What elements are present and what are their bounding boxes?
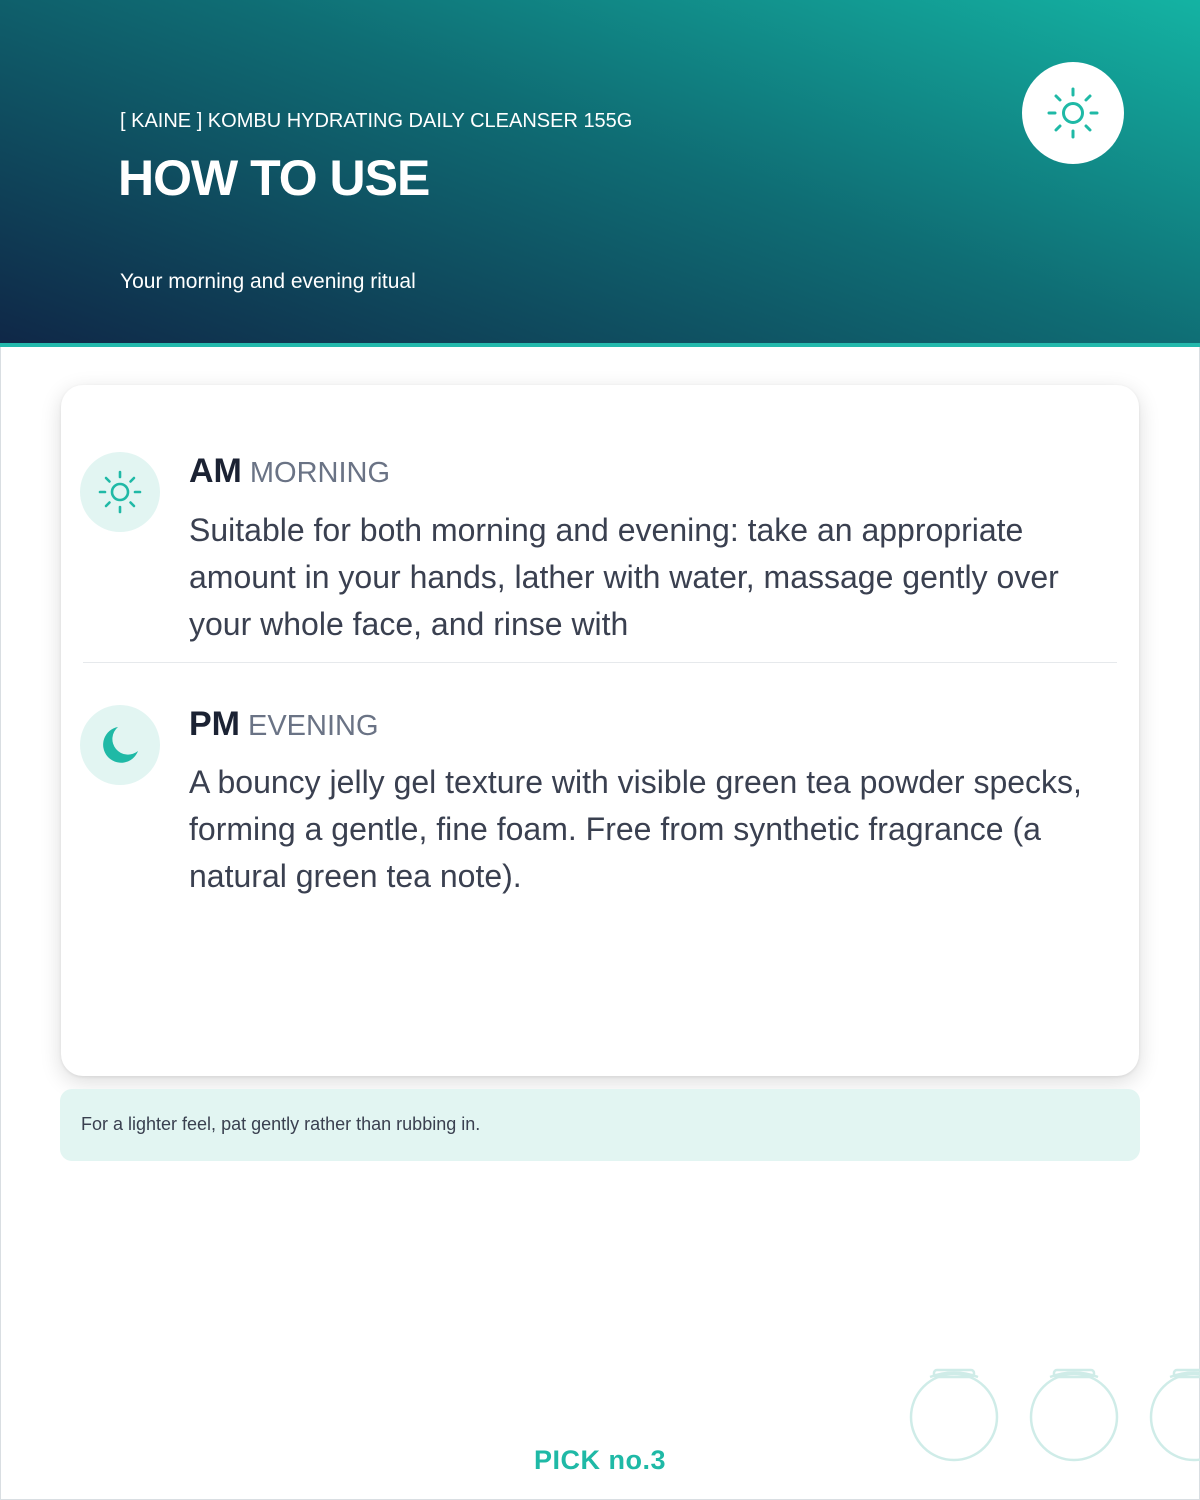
am-heading <box>189 452 390 491</box>
pm-icon-badge <box>80 705 160 785</box>
header-badge <box>1022 62 1124 164</box>
am-instructions: Suitable for both morning and evening: take an appropriate amount in your hands, lather with water, massage gently over your whole face, and rinse with <box>189 512 1059 642</box>
am-icon-badge <box>80 452 160 532</box>
tip-text: For a lighter feel, pat gently rather than rubbing in. <box>81 1114 481 1134</box>
footer-pick-label: PICK no.3 <box>533 1445 666 1475</box>
page-subtitle: Your morning and evening ritual <box>120 270 416 293</box>
sun-icon <box>1044 84 1102 142</box>
am-abbr: AM <box>189 452 242 490</box>
usage-card <box>61 385 1139 1076</box>
pm-heading <box>189 705 379 744</box>
pm-instructions: A bouncy jelly gel texture with visible green tea powder specks, forming a gentle, fine foam. Free from synthetic fragrance (a natural green tea note). <box>189 764 1082 894</box>
header-rule <box>0 343 1200 347</box>
header-banner <box>0 0 1200 345</box>
pm-abbr: PM <box>189 705 240 743</box>
sun-icon <box>96 468 144 516</box>
pm-label: EVENING <box>248 710 379 742</box>
moon-icon <box>96 721 144 769</box>
section-divider <box>83 662 1117 663</box>
am-label: MORNING <box>249 457 391 489</box>
product-name: [ KAINE ] KOMBU HYDRATING DAILY CLEANSER 155G <box>120 110 633 132</box>
tip-box <box>60 1089 1140 1161</box>
page-title: HOW TO USE <box>118 150 430 206</box>
